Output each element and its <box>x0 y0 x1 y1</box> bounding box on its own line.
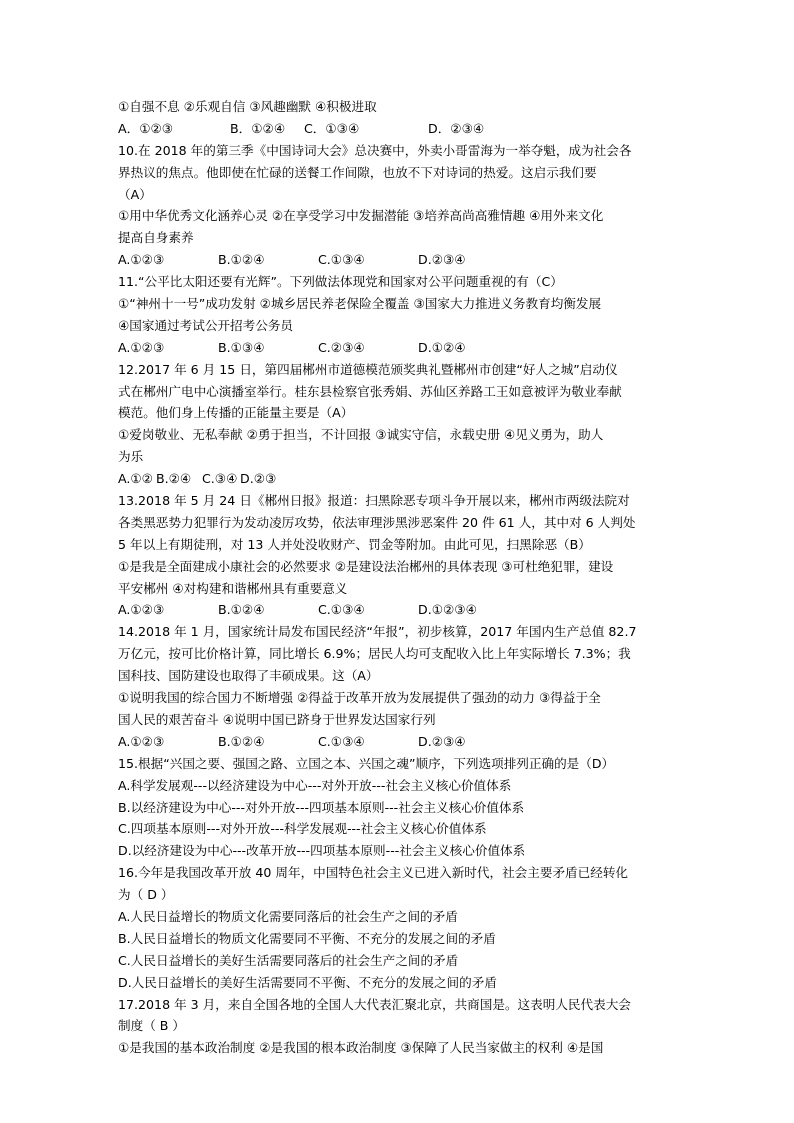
text-line: 5 年以上有期徒刑，对 13 人并处没收财产、罚金等附加。由此可见，扫黑除恶（B） <box>118 536 591 552</box>
text-line: ①自强不息 ②乐观自信 ③风趣幽默 ④积极进取 <box>118 99 377 114</box>
text-line: 12.2017 年 6 月 15 日，第四届郴州市道德模范颁奖典礼暨郴州市创建“好人之城”启动仪 <box>118 361 618 377</box>
text-line: ①用中华优秀文化涵养心灵 ②在享受学习中发掘潜能 ③培养高尚高雅情趣 ④用外来文化 <box>118 208 604 224</box>
text-line: 11.“公平比太阳还要有光辉”。下列做法体现党和国家对公平问题重视的有（C） <box>118 274 563 290</box>
option-a: A.①②③ <box>118 602 165 618</box>
text-line: C.四项基本原则---对外开放---科学发展观---社会主义核心价值体系 <box>118 821 487 837</box>
text-line: 13.2018 年 5 月 24 日《郴州日报》报道：扫黑除恶专项斗争开展以来，郴州市两级法院对 <box>118 493 630 509</box>
text-line: 制度（ B ） <box>118 1018 186 1034</box>
option-b: B.②④ <box>156 471 192 487</box>
text-line: 平安郴州 ④对构建和谐郴州具有重要意义 <box>118 580 348 596</box>
text-line: 为乐 <box>118 449 144 465</box>
text-line: ①爱岗敬业、无私奉献 ②勇于担当，不计回报 ③诚实守信，永载史册 ④见义勇为，助人 <box>118 427 604 443</box>
text-line: 14.2018 年 1 月，国家统计局发布国民经济“年报”，初步核算，2017 年国内生产总值 82.7 <box>118 624 637 640</box>
option-a: A.①②③ <box>118 339 165 355</box>
option-d: D.②③④ <box>418 733 466 749</box>
text-line: 模范。他们身上传播的正能量主要是（A） <box>118 405 354 421</box>
text-line: ①说明我国的综合国力不断增强 ②得益于改革开放为发展提供了强劲的动力 ③得益于全 <box>118 690 601 706</box>
option-c: C.②③④ <box>318 339 365 355</box>
text-line: D.以经济建设为中心---改革开放---四项基本原则---社会主义核心价值体系 <box>118 843 526 859</box>
answer-options <box>118 249 678 271</box>
option-d: D.①②④ <box>418 339 466 355</box>
answer-options <box>118 468 678 490</box>
text-line: 式在郴州广电中心演播室举行。桂东县检察官张秀娟、苏仙区养路工王如意被评为敬业奉献 <box>118 383 622 399</box>
answer-options <box>118 731 678 753</box>
text-line: ①是我是全面建成小康社会的必然要求 ②是建设法治郴州的具体表现 ③可杜绝犯罪，建设 <box>118 558 614 574</box>
option-c: C.①③④ <box>318 602 365 618</box>
text-line: ①是我国的基本政治制度 ②是我国的根本政治制度 ③保障了人民当家做主的权利 ④是国 <box>118 1040 604 1056</box>
option-c: C.①③④ <box>318 733 365 749</box>
option-d: D.②③ <box>240 471 277 487</box>
answer-options <box>118 337 678 359</box>
text-line: B.人民日益增长的物质文化需要同不平衡、不充分的发展之间的矛盾 <box>118 930 496 946</box>
text-line: ①“神州十一号”成功发射 ②城乡居民养老保险全覆盖 ③国家大力推进义务教育均衡发展 <box>118 296 602 312</box>
text-line: 17.2018 年 3 月，来自全国各地的全国人大代表汇聚北京，共商国是。这表明人民代表大会 <box>118 996 631 1012</box>
answer-options <box>118 599 678 621</box>
option-c: C.③④ <box>202 471 238 487</box>
text-line: 为（ D ） <box>118 887 174 903</box>
text-line: 国人民的艰苦奋斗 ④说明中国已跻身于世界发达国家行列 <box>118 711 436 727</box>
question-text <box>118 96 678 1059</box>
text-line: 16.今年是我国改革开放 40 周年，中国特色社会主义已进入新时代，社会主要矛盾已经转化 <box>118 865 629 881</box>
text-line: 万亿元，按可比价格计算，同比增长 6.9%；居民人均可支配收入比上年实际增长 7.3%；我 <box>118 646 631 662</box>
option-d: D．②③④ <box>428 120 485 136</box>
option-b: B.①②④ <box>218 602 265 618</box>
text-line: 国科技、国防建设也取得了丰硕成果。这（A） <box>118 668 379 684</box>
text-line: B.以经济建设为中心---对外开放---四项基本原则---社会主义核心价值体系 <box>118 799 525 815</box>
text-line: 10.在 2018 年的第三季《中国诗词大会》总决赛中，外卖小哥雷海为一举夺魁，成为社会各 <box>118 142 632 158</box>
option-c: C.①③④ <box>318 252 365 268</box>
option-a: A.①②③ <box>118 252 165 268</box>
text-line: A.人民日益增长的物质文化需要同落后的社会生产之间的矛盾 <box>118 908 458 924</box>
text-line: A.科学发展观---以经济建设为中心---对外开放---社会主义核心价值体系 <box>118 777 512 793</box>
option-d: D.②③④ <box>418 252 466 268</box>
text-line: （A） <box>118 186 152 202</box>
option-b: B.①②④ <box>218 733 265 749</box>
option-a: A.①② <box>118 471 153 487</box>
option-c: C．①③④ <box>304 120 360 136</box>
text-line: 15.根据“兴国之要、强国之路、立国之本、兴国之魂”顺序，下列选项排列正确的是（D） <box>118 755 615 771</box>
text-line: 界热议的焦点。他即使在忙碌的送餐工作间隙，也放不下对诗词的热爱。这启示我们要 <box>118 164 597 180</box>
option-b: B.①②④ <box>218 252 265 268</box>
text-line: C.人民日益增长的美好生活需要同落后的社会生产之间的矛盾 <box>118 952 459 968</box>
option-b: B．①②④ <box>230 120 286 136</box>
text-line: ④国家通过考试公开招考公务员 <box>118 317 294 333</box>
option-a: A．①②③ <box>118 120 174 136</box>
option-a: A.①②③ <box>118 733 165 749</box>
option-b: B.①③④ <box>218 339 265 355</box>
answer-options <box>118 118 678 140</box>
text-line: 提高自身素养 <box>118 230 194 246</box>
text-line: 各类黑恶势力犯罪行为发动凌厉攻势，依法审理涉黑涉恶案件 20 件 61 人，其中对 6 人判处 <box>118 514 636 530</box>
option-d: D.①②③④ <box>418 602 477 618</box>
text-line: D.人民日益增长的美好生活需要同不平衡、不充分的发展之间的矛盾 <box>118 974 497 990</box>
